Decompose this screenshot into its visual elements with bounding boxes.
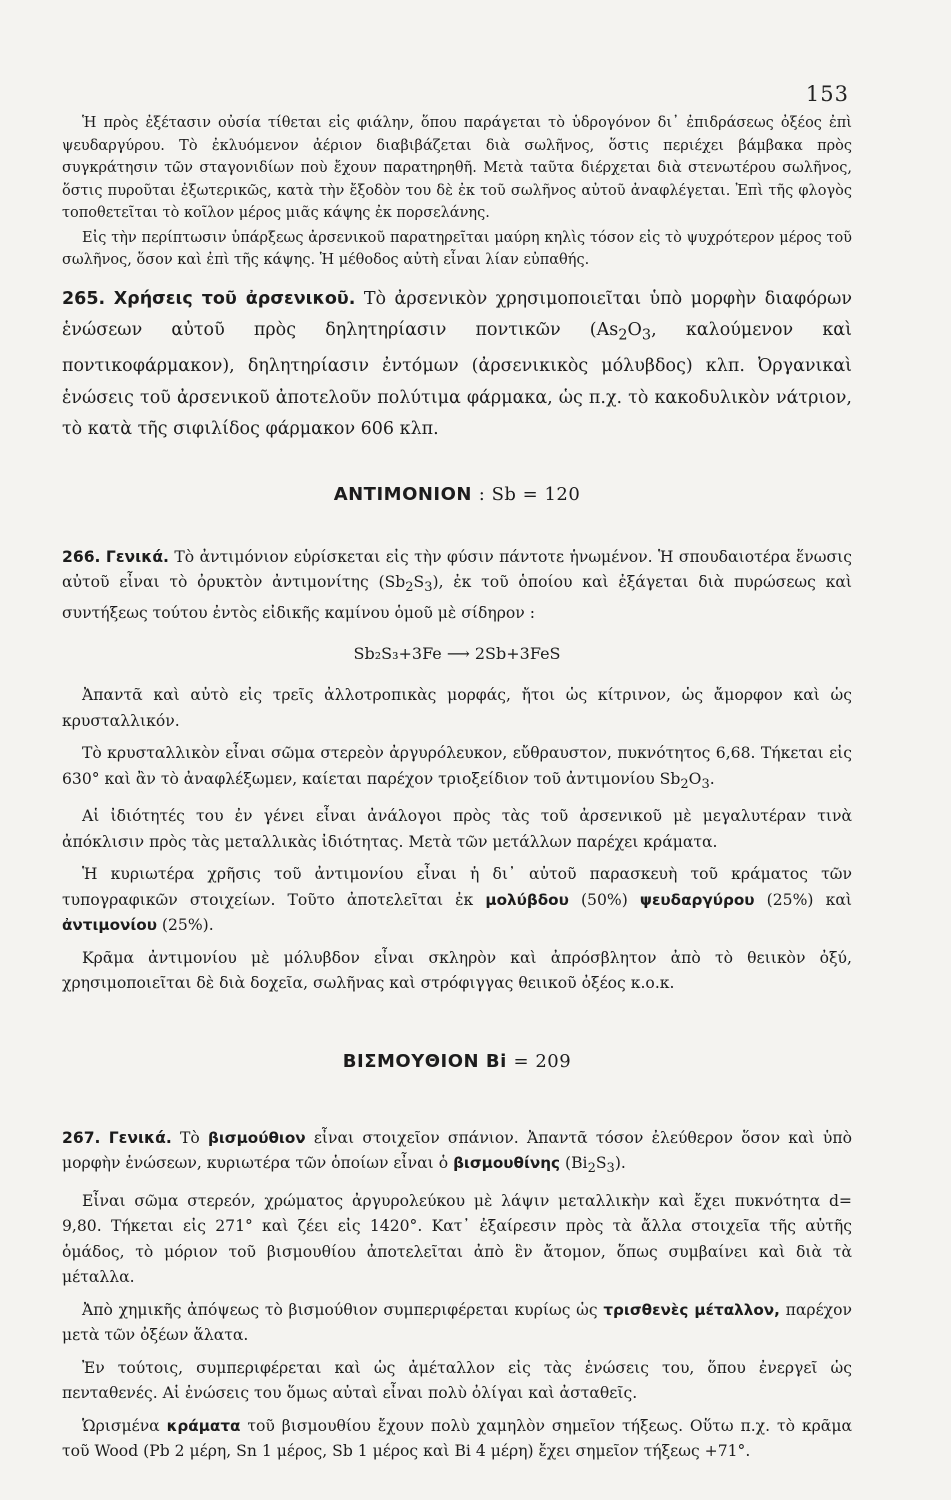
section-266-text: S [413,573,425,591]
paragraph-marsh-test: Ἡ πρὸς ἐξέτασιν οὐσία τίθεται εἰς φιάλην, ὅπου παράγεται τὸ ὑδρογόνον δι᾿ ἐπιδράσεως ὀξέος ἐπὶ ψευδαργύρου. Τὸ ἐκλυόμενον ἀέριον διαβιβάζεται διὰ σωλῆνος, ὅστις περιέχει βάμβακα πρὸς συγκράτησιν τῶν σταγονιδίων ποὺ ἔχουν παρατηρηθῆ. Μετὰ ταῦτα διέρχεται διὰ στενωτέρου σωλῆνος, ὅστις πυροῦται ἐξωτερικῶς, κατὰ τὴν ἔξοδὸν του δὲ ἐκ τοῦ σωλῆνος αὐτοῦ ἀναφλέγεται. Ἐπὶ τῆς φλογὸς τοποθετεῖται τὸ κοῖλον μέρος μιᾶς κάψης ἐκ πορσελάνης. [62,115,852,221]
page-number: 153 [805,82,849,106]
paragraph-bismuth-properties: Εἶναι σῶμα στερεόν, χρώματος ἀργυρολεύκου μὲ λάψιν μεταλλικὴν καὶ ἔχει πυκνότητα d= 9,80. Τήκεται εἰς 271° καὶ ζέει εἰς 1420°. Κατ᾿ ἐξαίρεσιν πρὸς τὰ ἄλλα στοιχεῖα τῆς αὐτῆς ὁμάδος, τὸ μόριον τοῦ βισμουθίου ἀποτελεῖται ἀπὸ ἓν ἄτομον, ὅπως συμβαίνει καὶ διὰ τὰ μέταλλα. [62,1191,852,1287]
bismuth-heading-title: ΒΙΣΜΟΥΘΙΟΝ Bi [342,1050,507,1072]
paragraph-text: Ἀπὸ χημικῆς ἀπόψεως τὸ βισμούθιον συμπεριφέρεται κυρίως ὡς [82,1300,604,1319]
bold-term: ἀντιμονίου [62,916,157,935]
bold-term: ψευδαργύρου [639,890,755,909]
paragraph-type-metal [62,862,852,939]
antimony-heading [62,484,852,505]
page-content [62,112,852,1465]
paragraph-bismuth-chemistry [62,1298,852,1349]
bold-term: μολύβδου [485,890,569,909]
paragraph-crystalline [62,741,852,797]
section-265 [62,284,852,446]
section-266-title: Γενικά. [105,547,169,566]
section-267-number: 267. [62,1128,101,1147]
bismuth-section [62,1126,852,1465]
section-267 [62,1126,852,1182]
subscript: 2 [405,580,414,596]
paragraph-text: τοῦ βισμουθίου ἔχουν πολὺ χαμηλὸν σημεῖον τήξεως. Οὕτω π.χ. τὸ κρᾶμα τοῦ Wood (Pb 2 μέρη, Sn 1 μέρος, Sb 1 μέρος καὶ Bi 4 μέρη) ἔχει σημεῖον τήξεως +71°. [62,1416,852,1461]
subscript: 3 [701,776,710,792]
subscript: 3 [424,580,433,596]
section-267-title: Γενικά. [108,1128,172,1147]
paragraph-lead-alloy: Κρᾶμα ἀντιμονίου μὲ μόλυβδον εἶναι σκληρὸν καὶ ἀπρόσβλητον ἀπὸ τὸ θειικὸν ὀξύ, χρησιμοποιεῖται δὲ διὰ δοχεῖα, σωλῆνας καὶ στρόφιγγας θειικοῦ ὀξέος κ.ο.κ. [62,948,852,993]
bold-term: βισμουθίνης [453,1154,561,1173]
bismuth-heading-symbol: = 209 [513,1050,572,1072]
subscript: 2 [618,326,628,344]
section-267-text: ). [614,1154,626,1173]
bold-term: βισμούθιον [208,1128,306,1147]
chemical-equation: Sb₂S₃+3Fe ⟶ 2Sb+3FeS [353,644,561,664]
arsenic-test-section [62,112,852,272]
subscript: 3 [606,1161,615,1177]
section-266-number: 266. [62,547,101,566]
paragraph-bismuth-nonmetal: Ἐν τούτοις, συμπεριφέρεται καὶ ὡς ἀμέταλλον εἰς τὰς ἑνώσεις του, ὅπου ἐνεργεῖ ὡς πενταθενές. Αἱ ἑνώσεις του ὅμως αὐταὶ εἶναι πολὺ ὀλίγαι καὶ ἀσταθεῖς. [62,1358,852,1403]
antimony-heading-symbol: : Sb = 120 [478,483,581,505]
bismuth-heading [62,1051,852,1072]
section-267-text: S [595,1154,607,1173]
section-265-number: 265. [62,288,106,309]
subscript: 2 [680,776,689,792]
bold-term: τρισθενὲς μέταλλον, [603,1300,780,1319]
paragraph-wood-alloy [62,1414,852,1465]
section-267-text: (Bi [560,1154,588,1173]
section-265-text: O [627,320,642,340]
subscript: 3 [641,326,652,344]
antimony-heading-title: ΑΝΤΙΜΟΝΙΟΝ [333,483,472,505]
section-265-text: Τὸ ἀρσενικὸν χρησιμοποιεῖται ὑπὸ μορφὴν διαφόρων ἑνώσεων αὐτοῦ πρὸς δηλητηρίασιν ποντικῶν (As [62,288,852,340]
section-265-text: , καλούμενον καὶ ποντικοφάρμακον), δηλητηρίασιν ἐντόμων (ἀρσενικικὸς μόλυβδος) κλπ. Ὀργανικαὶ ἑνώσεις τοῦ ἀρσενικοῦ ἀποτελοῦν πολύτιμα φάρμακα, ὡς π.χ. τὸ κακοδυλικὸν νάτριον, τὸ κατὰ τῆς σιφιλίδος φάρμακον 606 κλπ. [62,320,852,439]
section-265-title: Χρήσεις τοῦ ἀρσενικοῦ. [113,288,356,309]
paragraph-marsh-result: Εἰς τὴν περίπτωσιν ὑπάρξεως ἀρσενικοῦ παρατηρεῖται μαύρη κηλὶς τόσον εἰς τὸ ψυχρότερον μέρος τοῦ σωλῆνος, ὅσον καὶ ἐπὶ τῆς κάψης. Ἡ μέθοδος αὐτὴ εἶναι λίαν εὐπαθής. [62,229,852,268]
paragraph-properties: Αἱ ἰδιότητές του ἐν γένει εἶναι ἀνάλογοι πρὸς τὰς τοῦ ἀρσενικοῦ μὲ μεγαλυτέραν τινὰ ἀπόκλισιν πρὸς τὰς μεταλλικὰς ἰδιότητας. Μετὰ τῶν μετάλλων παρέχει κράματα. [62,807,852,851]
section-267-text: Τὸ [171,1128,208,1147]
paragraph-text: O [688,769,702,788]
paragraph-text: Ἡ κυριωτέρα χρῆσις τοῦ ἀντιμονίου εἶναι ἡ δι᾿ αὐτοῦ παρασκευὴ τοῦ κράματος τῶν τυπογραφικῶν στοιχείων. Τοῦτο ἀποτελεῖται ἐκ [62,865,852,909]
paragraph-text: Τὸ κρυσταλλικὸν εἶναι σῶμα στερεὸν ἀργυρόλευκον, εὔθραυστον, πυκνότητος 6,68. Τήκεται εἰς 630° καὶ ἂν τὸ ἀναφλέξωμεν, καίεται παρέχον τριοξείδιον τοῦ ἀντιμονίου Sb [62,744,852,788]
paragraph-text: παρέχον μετὰ τῶν ὀξέων ἅλατα. [62,1300,852,1345]
paragraph-text: (25%). [156,916,214,935]
bold-term: κράματα [166,1416,241,1435]
antimony-section [62,545,852,997]
paragraph-text: (50%) [568,890,640,909]
section-266-text: Τὸ ἀντιμόνιον εὑρίσκεται εἰς τὴν φύσιν πάντοτε ἡνωμένον. Ἡ σπουδαιοτέρα ἕνωσις αὐτοῦ εἶναι τὸ ὀρυκτὸν ἀντιμονίτης (Sb [62,547,852,591]
section-266-text: ), ἐκ τοῦ ὁποίου καὶ ἐξάγεται διὰ πυρώσεως καὶ συντήξεως τούτου ἐντὸς εἰδικῆς καμίνου ὁμοῦ μὲ σίδηρον : [62,573,852,622]
section-267-text: εἶναι στοιχεῖον σπάνιον. Ἀπαντᾶ τόσον ἐλεύθερον ὅσον καὶ ὑπὸ μορφὴν ἑνώσεων, κυριωτέρα τῶν ὁποίων εἶναι ὁ [62,1128,853,1173]
section-266 [62,545,852,627]
paragraph-allotropes: Ἀπαντᾶ καὶ αὐτὸ εἰς τρεῖς ἀλλοτροπικὰς μορφάς, ἤτοι ὡς κίτρινον, ὡς ἄμορφον καὶ ὡς κρυσταλλικόν. [62,686,852,730]
paragraph-text: . [709,769,715,788]
paragraph-text: (25%) καὶ [754,890,852,909]
paragraph-text: Ὡρισμένα [82,1416,167,1435]
subscript: 2 [587,1161,596,1177]
